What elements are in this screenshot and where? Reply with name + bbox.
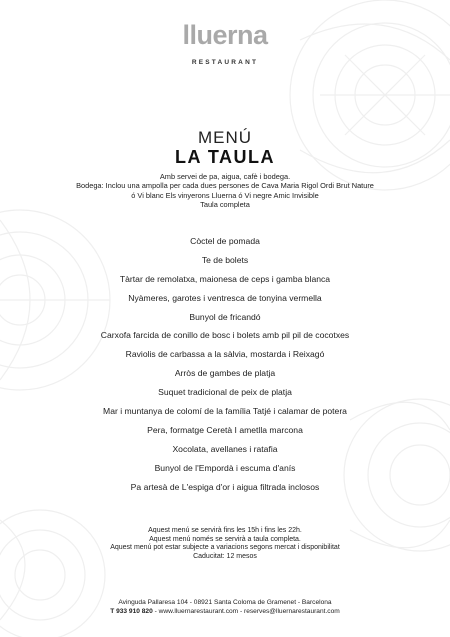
footer-contact [0, 608, 450, 617]
dish-item: Mar i muntanya de colomí de la família Tatjé i calamar de potera [103, 406, 347, 417]
dish-item: Pa artesà de L'espiga d'or i aigua filtrada inclosos [130, 481, 320, 492]
menu-subtitle: LA TAULA [175, 147, 275, 167]
footer-web-email: - www.lluernarestaurant.com - reserves@lluernarestaurant.com [152, 607, 340, 615]
note-line: Aquest menú només se servirà a taula completa. [149, 535, 301, 543]
dish-item: Xocolata, avellanes i ratafia [172, 443, 278, 454]
footer-phone: T 933 910 820 [110, 607, 153, 615]
dish-item: Nyàmeres, garotes i ventresca de tonyina vermella [128, 292, 322, 303]
dish-list [0, 232, 450, 496]
dish-item: Raviolis de carbassa a la sàlvia, mostarda i Reixagó [125, 349, 325, 360]
footer-address: Avinguda Pallaresa 104 - 08921 Santa Coloma de Gramenet - Barcelona [118, 599, 332, 606]
restaurant-logo: lluerna [182, 20, 268, 50]
note-line: Aquest menú se servirà fins les 15h i fins les 22h. [148, 527, 302, 534]
dish-item: Suquet tradicional de peix de platja [158, 387, 292, 398]
intro-line: Taula completa [200, 200, 250, 210]
menu-title: MENÚ [197, 128, 253, 147]
intro-line: Bodega: Inclou una ampolla per cada dues persones de Cava Maria Rigol Ordi Brut Nature [76, 181, 374, 191]
dish-item: Arròs de gambes de platja [174, 368, 276, 379]
dish-item: Carxofa farcida de conillo de bosc i bolets amb pil pil de cocotxes [100, 330, 350, 341]
menu-notes [0, 527, 450, 562]
dish-item: Tàrtar de remolatxa, maionesa de ceps i gamba blanca [119, 273, 331, 284]
dish-item: Te de bolets [201, 254, 249, 265]
intro-line: ó Vi blanc Els vinyerons Lluerna ó Vi negre Amic Invisible [131, 190, 319, 200]
intro-line: Amb servei de pa, aigua, cafè i bodega. [159, 172, 291, 181]
dish-item: Bunyol de fricandó [189, 311, 261, 322]
dish-item: Còctel de pomada [190, 236, 260, 246]
dish-item: Pera, formatge Ceretà I ametlla marcona [147, 424, 303, 435]
logo-subtitle: RESTAURANT [191, 59, 259, 66]
note-line: Aquest menú pot estar subjecte a variacions segons mercat i disponibilitat [110, 544, 340, 552]
footer [0, 599, 450, 617]
menu-intro [0, 172, 450, 210]
dish-item: Bunyol de l'Empordà i escuma d'anís [154, 462, 296, 473]
note-line: Caducitat: 12 mesos [193, 553, 257, 561]
